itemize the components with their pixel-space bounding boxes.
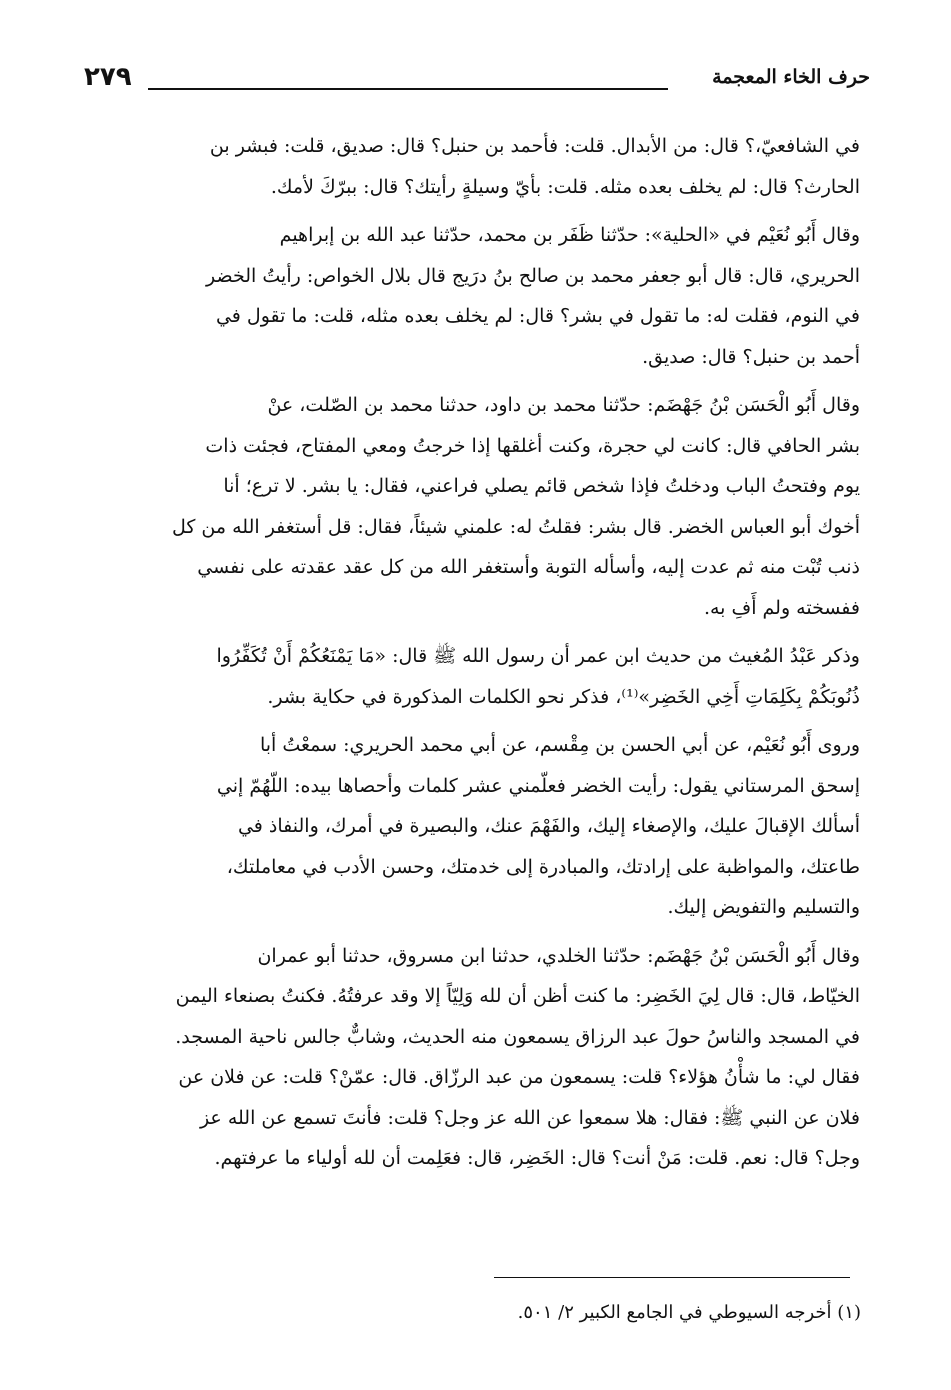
text-line: إسحق المرستاني يقول: رأيت الخضر فعلّمني عشر كلمات وأحصاها بيده: اللّهُمّ إني (216, 774, 860, 797)
text-line: في الشافعيّ،؟ قال: من الأبدال. قلت: فأحمد بن حنبل؟ قال: صديق، قلت: فبشر بن (209, 135, 860, 157)
text-line: أحمد بن حنبل؟ قال: صديق. (642, 345, 860, 368)
paragraph (80, 126, 860, 207)
text-line: والتسليم والتفويض إليك. (667, 896, 860, 918)
header-rule (148, 88, 668, 90)
text-line: وقال أَبُو الْحَسَن بْنُ جَهْضَم: حدّثنا محمد بن داود، حدثنا محمد بن الصّلت، عنْ (267, 394, 860, 416)
text-line: وقال أَبُو نُعَيْم في «الحلية»: حدّثنا ظَفَر بن محمد، حدّثنا عبد الله بن إبراهيم (279, 224, 860, 246)
page-header (70, 60, 870, 104)
main-text (80, 126, 860, 1179)
text-line: يوم وفتحتُ الباب ودخلتُ فإذا شخص قائم يصلي فراعني، فقال: يا بشر. لا ترع؛ أنا (223, 475, 860, 497)
text-line: طاعتك، والمواظبة على إرادتك، والمبادرة إلى خدمتك، وحسن الأدب في معاملتك، (226, 855, 860, 878)
running-title: حرف الخاء المعجمة (712, 66, 870, 88)
text-line: وروى أَبُو نُعَيْم، عن أبي الحسن بن مِقْسم، عن أبي محمد الحريري: سمعْتُ أبا (259, 734, 860, 756)
text-line: وجل؟ قال: نعم. قلت: مَنْ أنت؟ قال: الخَضِر، قال: فعَلِمت أن لله أولياء ما عرفتهم. (214, 1147, 860, 1169)
paragraph (80, 725, 860, 928)
text-line: أخوك أبو العباس الخضر. قال بشر: فقلتُ له: علمني شيئاً، فقال: قل أستغفر الله من كل (171, 515, 860, 538)
paragraph (80, 936, 860, 1179)
text-line: فقال لي: ما شأْنُ هؤلاء؟ قلت: يسمعون من عبد الرزّاق. قال: عمّنْ؟ قلت: عن فلان عن (178, 1066, 860, 1088)
text-line: وذكر عَبْدُ المُغيث من حديث ابن عمر أن رسول الله ﷺ قال: «مَا يَمْنَعُكُمْ أَنْ تُكَفِّرُوا (216, 645, 860, 667)
paragraph (80, 215, 860, 377)
footnote-separator (494, 1277, 850, 1278)
text-line: ذنب تُبْت منه ثم عدت إليه، وأسأله التوبة وأستغفر الله من كل عقد عقدته على نفسي (197, 556, 860, 578)
page-number: ٢٧٩ (84, 62, 132, 92)
text-line: ففسخته ولم أَفِ به. (703, 596, 860, 619)
paragraph (80, 636, 860, 717)
footnote: (١) أخرجه السيوطي في الجامع الكبير ٢/ ٥٠١. (517, 1302, 861, 1323)
text-line: الحارث؟ قال: لم يخلف بعده مثله. قلت: بأيّ وسيلةٍ رأيتك؟ قال: ببرّكَ لأمك. (270, 175, 860, 198)
text-line: الحريري، قال: قال أبو جعفر محمد بن صالح بنُ درَيج قال بلال الخواص: رأيتُ الخضر (206, 264, 860, 287)
paragraph (80, 385, 860, 628)
text-line: بشر الحافي قال: كانت لي حجرة، وكنت أغلقها إذا خرجتُ ومعي المفتاح، فجئت ذات (205, 434, 860, 457)
text-line: الخيّاط، قال: قال لِيَ الخَضِر: ما كنت أظن أن لله وَلِيّاً إلا وقد عرفتُهُ. فكنتُ بصنعاء اليمن (175, 985, 860, 1007)
text-line: أسألك الإقبالَ عليك، والإصغاء إليك، والفَهْمَ عنك، والبصيرة في أمرك، والنفاذ في (237, 815, 860, 837)
text-line: في المسجد والناسُ حولَ عبد الرزاق يسمعون منه الحديث، وشابٌّ جالس ناحية المسجد. (175, 1025, 860, 1048)
text-line: وقال أَبُو الْحَسَن بْنُ جَهْضَم: حدّثنا الخلدي، حدثنا ابن مسروق، حدثنا أبو عمران (257, 944, 860, 967)
text-line: في النوم، فقلت له: ما تقول في بشر؟ قال: لم يخلف بعده مثله، قلت: ما تقول في (215, 305, 860, 327)
text-line: ذُنُوبَكُمْ بِكَلِمَاتِ أَخِي الخَضِر»⁽¹⁾، فذكر نحو الكلمات المذكورة في حكاية بشر. (267, 685, 860, 708)
text-line: فلان عن النبي ﷺ: فقال: هلا سمعوا عن الله عز وجل؟ قلت: فأنتَ تسمع عن الله عز (199, 1106, 860, 1129)
